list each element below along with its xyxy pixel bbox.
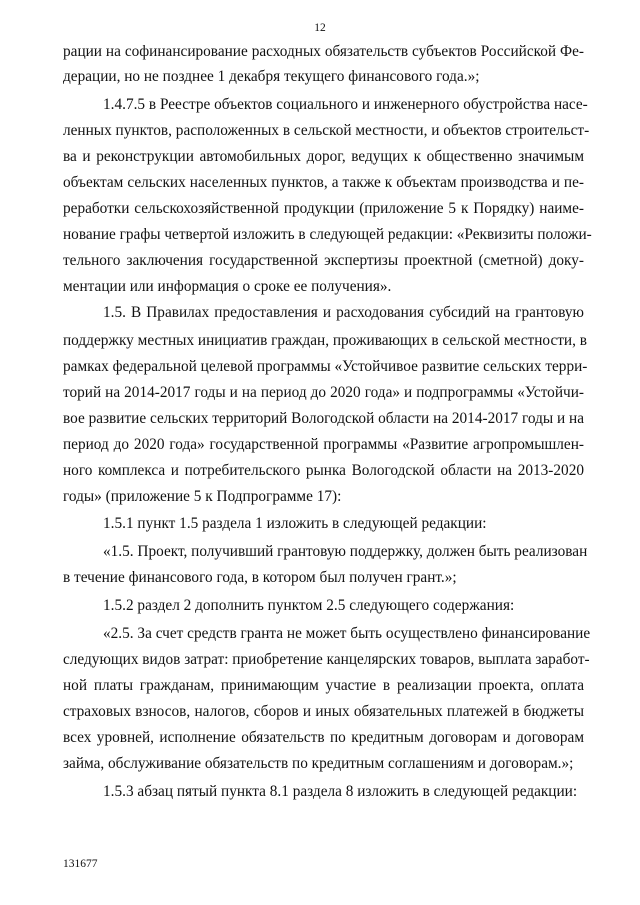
- text-line: страховых взносов, налогов, сборов и иных обязательных платежей в бюджеты: [63, 703, 584, 720]
- text-line: «2.5. За счет средств гранта не может быть осуществлено финансирование: [103, 625, 591, 642]
- text-line: 1.4.7.5 в Реестре объектов социального и инженерного обустройства насе-: [103, 96, 588, 113]
- text-line: «1.5. Проект, получивший грантовую поддержку, должен быть реализован: [103, 543, 588, 560]
- text-line: дерации, но не позднее 1 декабря текущего финансового года.»;: [63, 68, 480, 85]
- text-line: 1.5.1 пункт 1.5 раздела 1 изложить в следующей редакции:: [103, 515, 487, 532]
- text-line: поддержку местных инициатив граждан, проживающих в сельской местности, в: [63, 332, 587, 349]
- text-line: ленных пунктов, расположенных в сельской местности, и объектов строительст-: [63, 122, 590, 139]
- text-line: 1.5.2 раздел 2 дополнить пунктом 2.5 следующего содержания:: [103, 597, 515, 614]
- text-line: период до 2020 года» государственной программы «Развитие агропромышлен-: [63, 436, 584, 453]
- document-id: 131677: [63, 858, 98, 870]
- text-line: рации на софинансирование расходных обязательств субъектов Российской Фе-: [63, 43, 584, 60]
- text-line: ного комплекса и потребительского рынка Вологодской области на 2013-2020: [63, 462, 584, 479]
- text-line: займа, обслуживание обязательств по кредитным соглашениям и договорам.»;: [63, 755, 574, 772]
- text-line: 1.5. В Правилах предоставления и расходования субсидий на грантовую: [103, 304, 584, 321]
- text-line: реработки сельскохозяйственной продукции (приложение 5 к Порядку) наиме-: [63, 200, 584, 217]
- text-line: следующих видов затрат: приобретение канцелярских товаров, выплата заработ-: [63, 651, 590, 668]
- text-line: торий на 2014-2017 годы и на период до 2020 года» и подпрограммы «Устойчи-: [63, 384, 584, 401]
- text-line: в течение финансового года, в котором был получен грант.»;: [63, 569, 457, 586]
- text-line: ва и реконструкции автомобильных дорог, ведущих к общественно значимым: [63, 148, 584, 165]
- text-line: всех уровней, исполнение обязательств по кредитным договорам и договорам: [63, 729, 584, 746]
- page-number: 12: [314, 22, 326, 34]
- text-line: нование графы четвертой изложить в следующей редакции: «Реквизиты положи-: [63, 226, 592, 243]
- text-line: ментации или информация о сроке ее получения».: [63, 278, 392, 295]
- text-line: ной платы гражданам, принимающим участие в реализации проекта, оплата: [63, 677, 584, 694]
- text-line: вое развитие сельских территорий Вологодской области на 2014-2017 годы и на: [63, 410, 584, 427]
- text-line: 1.5.3 абзац пятый пункта 8.1 раздела 8 изложить в следующей редакции:: [103, 783, 578, 800]
- text-line: годы» (приложение 5 к Подпрограмме 17):: [63, 488, 342, 505]
- text-line: объектам сельских населенных пунктов, а также к объектам производства и пе-: [63, 174, 584, 191]
- text-line: тельного заключения государственной экспертизы проектной (сметной) доку-: [63, 252, 584, 269]
- text-line: рамках федеральной целевой программы «Устойчивое развитие сельских терри-: [63, 358, 588, 375]
